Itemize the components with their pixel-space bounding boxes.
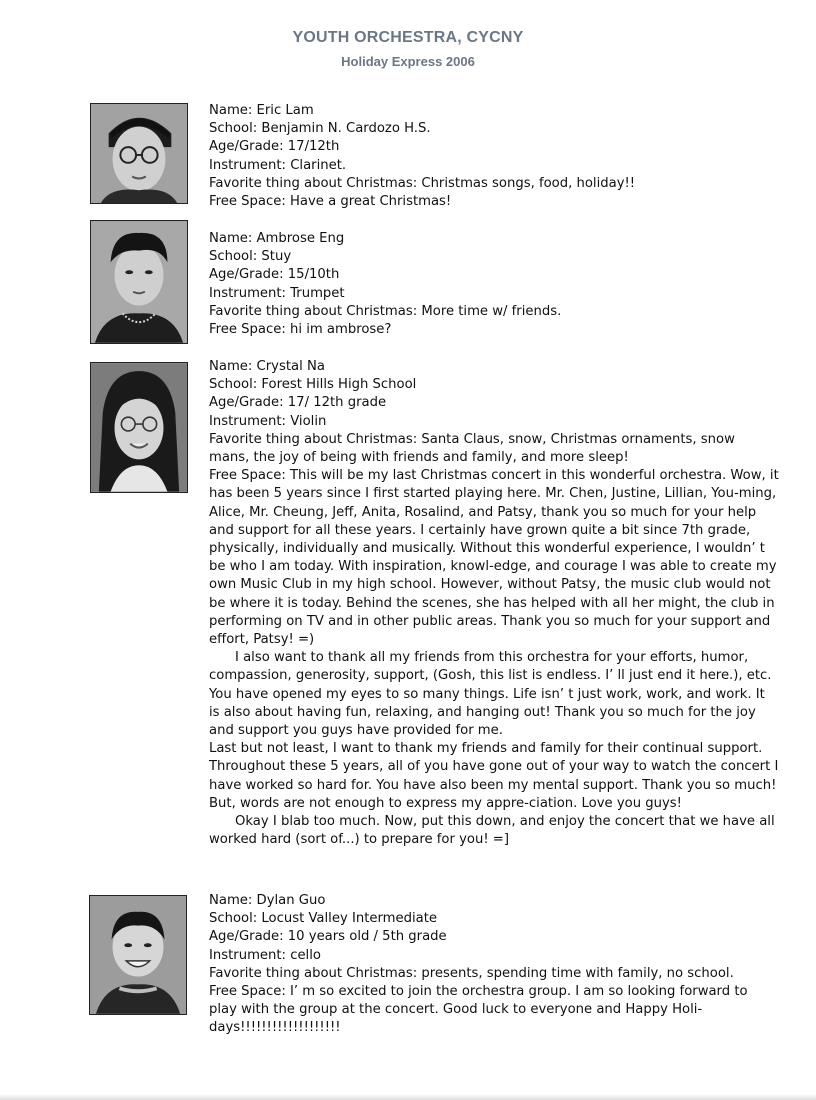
profile-name: Name: Crystal Na [209, 359, 325, 374]
profile-age-grade: Age/Grade: 17/12th [209, 139, 340, 155]
portrait-photo-dylan [89, 895, 187, 1015]
portrait-photo-crystal [90, 362, 188, 493]
scan-edge [0, 1094, 816, 1100]
free-space-paragraph-family: Last but not least, I want to thank my friends and family for their continual support. Throughout these 5 years, all of you have gone out of your way to watch the concert I have worked so hard for. You have also been my mental support. Thank you so much! But, words are not enough to express my appre-ciation. Love you guys! [209, 741, 779, 811]
profile-age-grade: Age/Grade: 15/10th [209, 267, 340, 283]
profile-name: Name: Dylan Guo [209, 893, 326, 908]
profile-name: Name: Eric Lam [209, 103, 314, 118]
profile-eric-lam [209, 102, 779, 211]
portrait-boy-smiling-icon [90, 896, 186, 1014]
profile-free-space: Free Space: hi im ambrose? [209, 322, 392, 338]
profile-favorite: Favorite thing about Christmas: More time w/ friends. [209, 303, 562, 319]
portrait-photo-ambrose [90, 220, 188, 344]
profile-free-space: Free Space: I’ m so excited to join the orchestra group. I am so looking forward to play with the group at the concert. Good luck to everyone and Happy Holi-days!!!!!!!!!!!!!!!!!!! [209, 984, 748, 1036]
portrait-boy-glasses-icon [91, 104, 187, 203]
profile-school: School: Stuy [209, 249, 292, 265]
profile-school: School: Forest Hills High School [209, 377, 417, 393]
profile-instrument: Instrument: Clarinet. [209, 157, 347, 173]
profile-school: School: Benjamin N. Cardozo H.S. [209, 121, 431, 137]
profile-age-grade: Age/Grade: 17/ 12th grade [209, 395, 387, 411]
page-title: YOUTH ORCHESTRA, CYCNY [292, 29, 524, 46]
profile-ambrose-eng [209, 230, 779, 339]
page-subtitle: Holiday Express 2006 [341, 54, 475, 69]
profile-favorite: Favorite thing about Christmas: Christmas songs, food, holiday!! [209, 175, 636, 191]
profile-instrument: Instrument: Trumpet [209, 285, 345, 301]
portrait-girl-glasses-icon [91, 363, 187, 492]
profile-age-grade: Age/Grade: 10 years old / 5th grade [209, 929, 447, 945]
profile-favorite: Favorite thing about Christmas: Santa Claus, snow, Christmas ornaments, snow mans, the joy of being with friends and family, and more sleep! [209, 431, 735, 466]
portrait-photo-eric [90, 103, 188, 204]
profile-dylan-guo [209, 892, 779, 1038]
profile-instrument: Instrument: cello [209, 947, 321, 963]
profile-free-space: Free Space: This will be my last Christmas concert in this wonderful orchestra. Wow, it has been 5 years since I first started playing here. Mr. Chen, Justine, Lillian, You-ming, Alice, Mr. Cheung, Jeff, Anita, Rosalind, and Patsy, thank you so much for your help and support for all these years. I certainly have grown quite a bit since 7th grade, physically, individually and musically. Without this wonderful experience, I wouldn’ t be who I am today. With inspiration, knowl-edge, and courage I was able to create my own Music Club in my high school. However, without Patsy, the music club would not be where it is today. Behind the scenes, she has helped with all her might, the club in performing on TV and in other public areas. Thank you so much for your support and effort, Patsy! =) [209, 468, 779, 648]
profile-crystal-na [209, 358, 779, 849]
profile-school: School: Locust Valley Intermediate [209, 911, 438, 927]
profile-name: Name: Ambrose Eng [209, 231, 345, 246]
free-space-paragraph-thanks: I also want to thank all my friends from this orchestra for your efforts, humor, compassion, generosity, support, (Gosh, this list is endless. I’ ll just end it here.), etc. You have opened my eyes to so many things. Life isn’ t just work, work, and work. It is also about having fun, relaxing, and hanging out! Thank you so much for the joy and support you guys have provided for me. [209, 650, 772, 739]
profile-favorite: Favorite thing about Christmas: presents, spending time with family, no school. [209, 965, 734, 981]
profile-instrument: Instrument: Violin [209, 413, 327, 429]
free-space-paragraph-closing: Okay I blab too much. Now, put this down, and enjoy the concert that we have all worked hard (sort of...) to prepare for you! =] [209, 814, 775, 848]
portrait-boy-chain-icon [91, 221, 187, 343]
profile-free-space: Free Space: Have a great Christmas! [209, 194, 452, 210]
